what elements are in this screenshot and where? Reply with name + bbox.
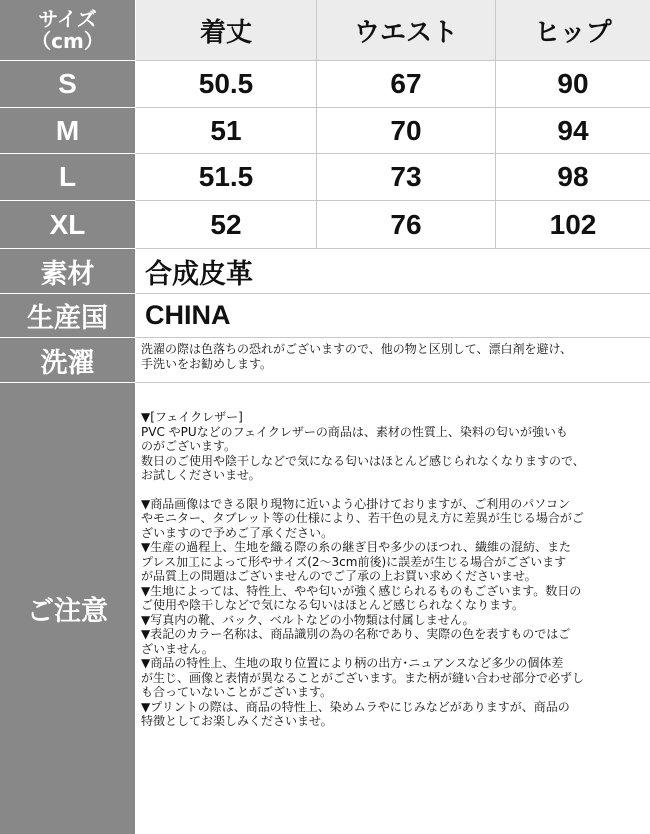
- table-cell: 52: [136, 201, 316, 248]
- size-label-s: S: [0, 61, 135, 107]
- size-label-l: L: [0, 154, 135, 200]
- unit-label-text: （cm）: [31, 29, 104, 53]
- size-corner-label: [0, 0, 135, 60]
- origin-label: 生産国: [0, 294, 135, 337]
- table-divider: [136, 60, 650, 61]
- size-label-xl: XL: [0, 201, 135, 248]
- size-label-text: サイズ: [38, 7, 97, 31]
- table-divider: [136, 382, 650, 383]
- washing-label: 洗濯: [0, 338, 135, 382]
- table-divider: [136, 248, 650, 249]
- table-cell: 51.5: [136, 154, 316, 200]
- table-cell: 90: [496, 61, 650, 107]
- notes-label: ご注意: [0, 383, 135, 834]
- table-divider: [136, 153, 650, 154]
- size-label-m: M: [0, 108, 135, 153]
- table-cell: 51: [136, 108, 316, 153]
- table-cell: 76: [317, 201, 495, 248]
- table-cell: 94: [496, 108, 650, 153]
- table-divider: [136, 293, 650, 294]
- origin-value: CHINA: [145, 300, 231, 330]
- table-cell: 67: [317, 61, 495, 107]
- washing-instructions: [136, 338, 650, 382]
- table-divider: [495, 0, 496, 248]
- header-length: 着丈: [136, 0, 316, 60]
- material-value: 合成皮革: [145, 258, 253, 290]
- washing-text: 洗濯の際は色落ちの恐れがございますので、他の物と区別して、漂白剤を避け、 手洗いをお勧めします。: [141, 342, 573, 371]
- table-cell: 73: [317, 154, 495, 200]
- table-cell: 50.5: [136, 61, 316, 107]
- table-cell: 98: [496, 154, 650, 200]
- table-cell: 102: [496, 201, 650, 248]
- table-divider: [136, 337, 650, 338]
- notes-body: [136, 383, 650, 834]
- notes-paragraph-cautions: ▼商品画像はできる限り現物に近いよう心掛けておりますが、ご利用のパソコン やモニター、タブレット等の仕様により、若干色の見え方に差異が生じる場合がご ざいますので予めご了承ください。 ▼生産の過程上、生地を織る際の糸の継ぎ目や多少のほつれ、繊維の混紡、また プレス加工によって形やサイズ(2〜3cm前後)に誤差が生じる場合がございます が品質上の問題はございませんのでご了承の上お買い求めくださいませ。 ▼生地によっては、特性上、やや匂いが強く感じられるものもございます。数日の ご使用や陰干しなどで気になる匂いはほとんど感じられなくなります。 ▼写真内の靴、バック、ベルトなどの小物類は付属しません。 ▼表記のカラー名称は、商品識別の為の名称であり、実際の色を表すものではご ざいません。 ▼商品の特性上、生地の取り位置により柄の出方･ニュアンスなど多少の個体差 が生じ、画像と表情が異なることがございます。また柄が縫い合わせ部分で必ずし も合っていないことがございます。 ▼プリントの際は、商品の特性上、染めムラやにじみなどがありますが、商品の 特徴としてお楽しみくださいませ。: [141, 496, 585, 728]
- notes-spacer: [141, 483, 650, 497]
- header-waist: ウエスト: [317, 0, 495, 60]
- header-hip: ヒップ: [496, 0, 650, 60]
- table-divider: [136, 107, 650, 108]
- table-divider: [136, 200, 650, 201]
- notes-paragraph-fake-leather: ▼[フェイクレザー] PVC やPUなどのフェイクレザーの商品は、素材の性質上、染料の匂いが強いも のがございます。 数日のご使用や陰干しなどで気になる匂いはほとんど感じられなくなりますので、 お試しくださいませ。: [141, 410, 585, 482]
- material-label: 素材: [0, 249, 135, 293]
- table-cell: 70: [317, 108, 495, 153]
- table-divider: [316, 0, 317, 248]
